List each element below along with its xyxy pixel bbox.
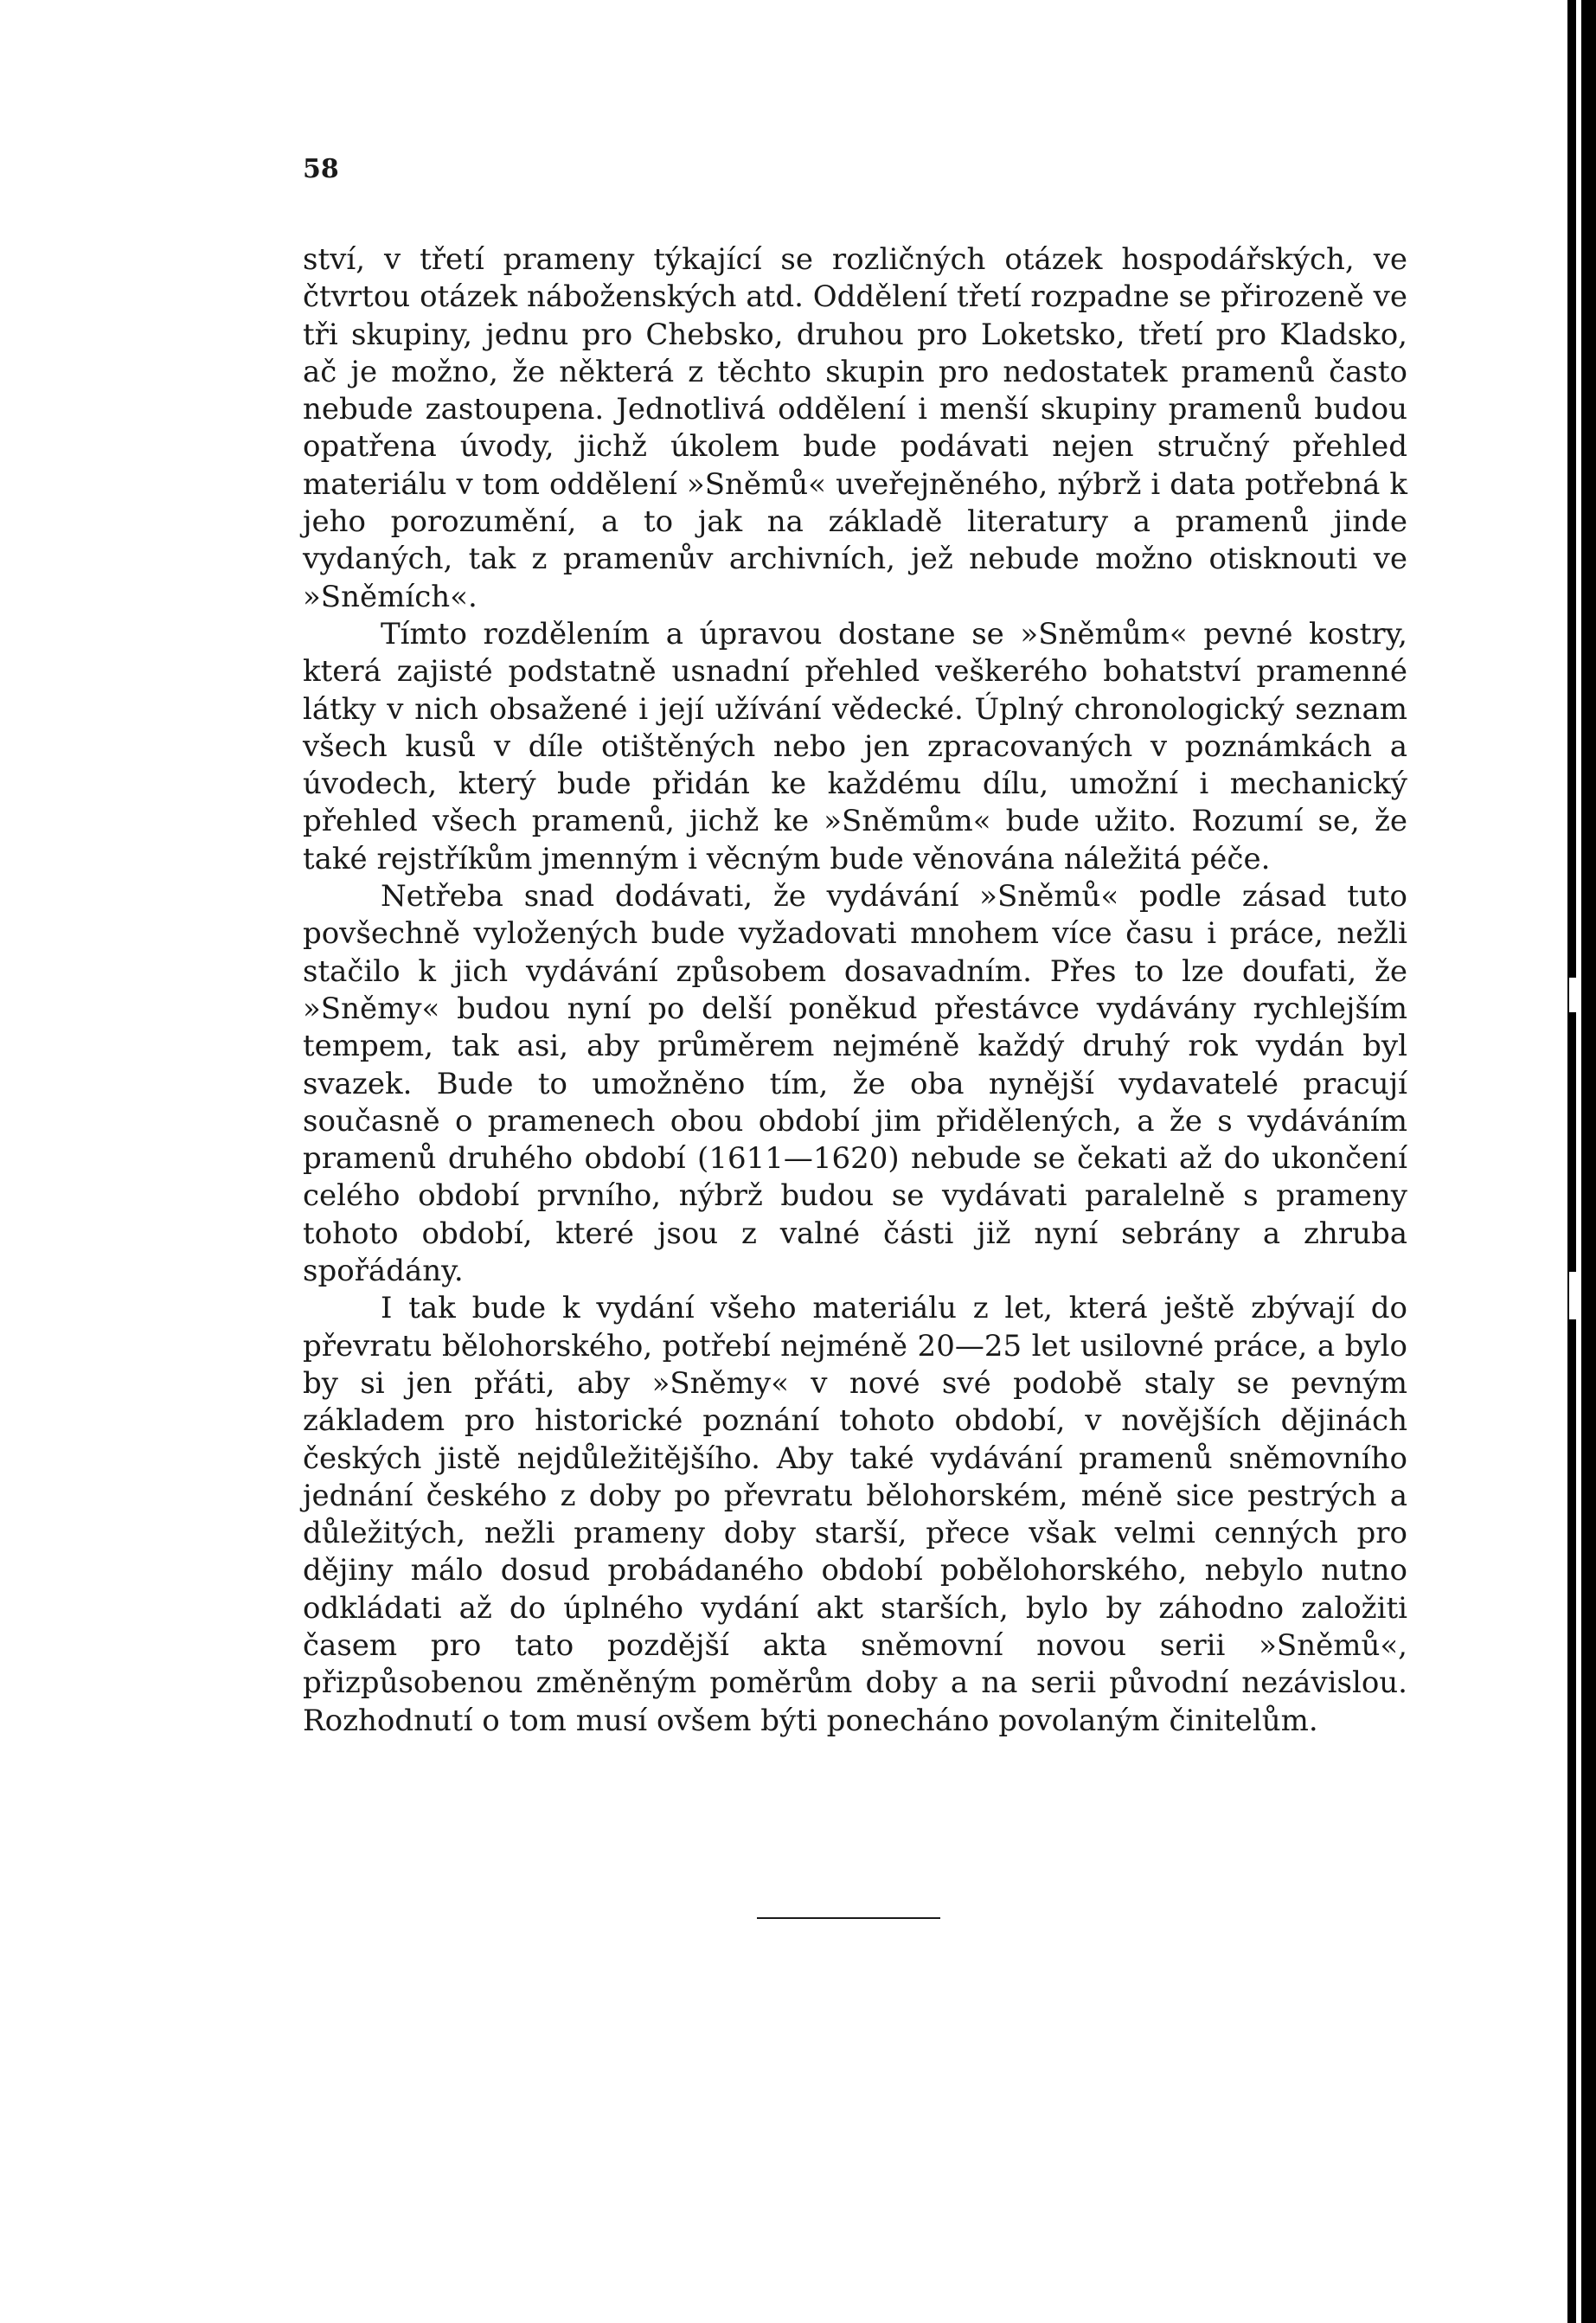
paragraph-2: Tímto rozdělením a úpravou dostane se »Sněmům« pevné kostry, která zajisté podstatně usnadní přehled veškerého bohatství pramenné látky v nich obsažené i její užívání vědecké. Úplný chronologický seznam všech kusů v díle otištěných nebo jen zpracovaných v poznámkách a úvodech, který bude přidán ke každému dílu, umožní i mechanický přehled všech pramenů, jichž ke »Sněmům« bude užito. Rozumí se, že také rejstříkům jmenným i věcným bude věnována náležitá péče. bbox=[303, 616, 1407, 876]
page-number: 58 bbox=[303, 154, 339, 184]
scan-edge-mark bbox=[1569, 1272, 1577, 1319]
scan-edge bbox=[1567, 0, 1596, 2323]
paragraph-4: I tak bude k vydání všeho materiálu z let, která ještě zbývají do převratu bělohorského, potřebí nejméně 20—25 let usilovné práce, a bylo by si jen přáti, aby »Sněmy« v nové své podobě staly se pevným základem pro historické poznání tohoto období, v novějších dějinách českých jistě nejdůležitějšího. Aby také vydávání pramenů sněmovního jednání českého z doby po převratu bělohorském, méně sice pestrých a důležitých, nežli prameny doby starší, přece však velmi cenných pro dějiny málo dosud probádaného období pobělohorského, nebylo nutno odkládati až do úplného vydání akt starších, bylo by záhodno založiti časem pro tato pozdější akta sněmovní novou serii »Sněmů«, přizpůsobenou změněným poměrům doby a na serii původní nezávislou. Rozhodnutí o tom musí ovšem býti ponecháno povolaným činitelům. bbox=[303, 1291, 1407, 1738]
paragraph-1: ství, v třetí prameny týkající se rozličných otázek hospodářských, ve čtvrtou otázek náboženských atd. Oddělení třetí rozpadne se přirozeně ve tři skupiny, jednu pro Chebsko, druhou pro Loketsko, třetí pro Kladsko, ač je možno, že některá z těchto skupin pro nedostatek pramenů často nebude zastoupena. Jednotlivá oddělení i menší skupiny pramenů budou opatřena úvody, jichž úkolem bude podávati nejen stručný přehled materiálu v tom oddělení »Sněmů« uveřejněného, nýbrž i data potřebná k jeho porozumění, a to jak na základě literatury a pramenů jinde vydaných, tak z pramenův archivních, jež nebude možno otisknouti ve »Sněmích«. bbox=[303, 242, 1407, 614]
paragraph-3: Netřeba snad dodávati, že vydávání »Sněmů« podle zásad tuto povšechně vyložených bude vyžadovati mnohem více času i práce, nežli stačilo k jich vydávání způsobem dosavadním. Přes to lze doufati, že »Sněmy« budou nyní po delší poněkud přestávce vydávány rychlejším tempem, tak asi, aby průměrem nejméně každý druhý rok vydán byl svazek. Bude to umožněno tím, že oba nynější vydavatelé pracují současně o pramenech obou období jim přidělených, a že s vydáváním pramenů druhého období (1611—1620) nebude se čekati až do ukončení celého období prvního, nýbrž budou se vydávati paralelně s prameny tohoto období, které jsou z valné části již nyní sebrány a zhruba spořádány. bbox=[303, 879, 1407, 1289]
section-end-rule bbox=[757, 1917, 940, 1919]
body-text bbox=[303, 241, 1407, 1740]
scan-edge-mark bbox=[1569, 978, 1577, 1012]
scan-edge-mark bbox=[1576, 0, 1581, 2323]
